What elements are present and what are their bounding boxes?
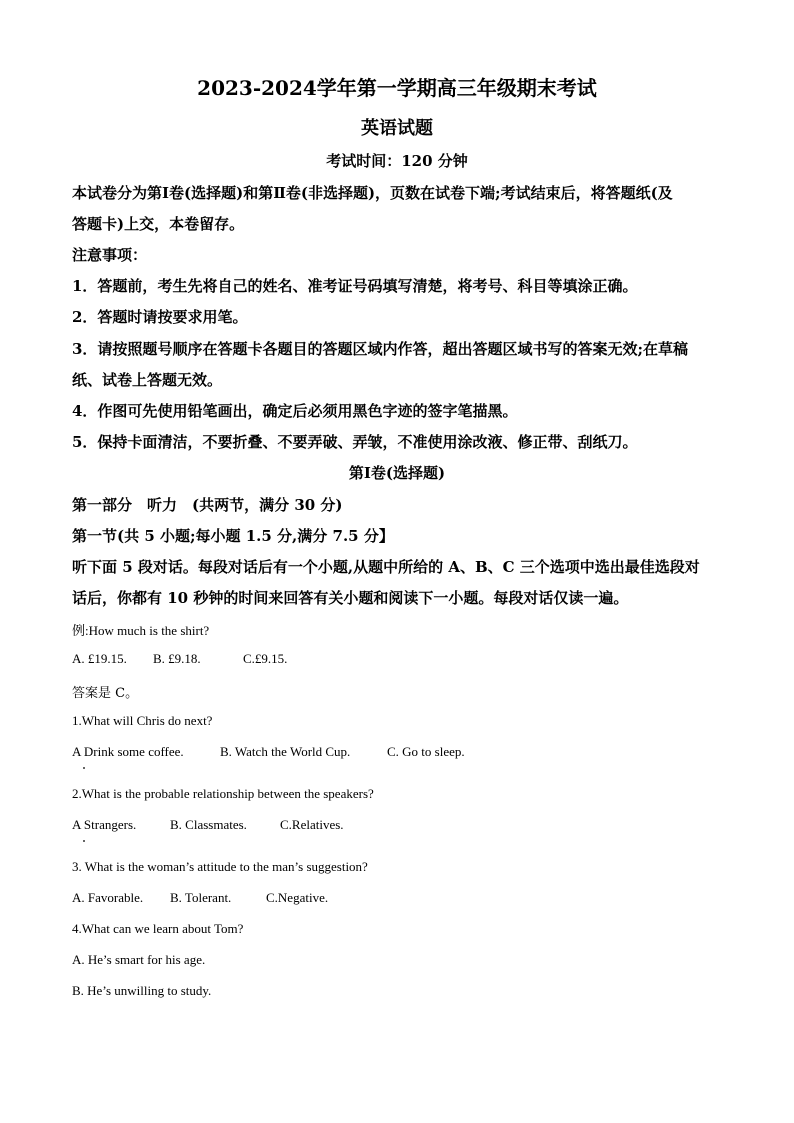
example-option-b: B. £9.18. xyxy=(153,651,201,666)
question-3-option-b: B. Tolerant. xyxy=(170,890,232,905)
question-1-stem: 1.What will Chris do next? xyxy=(72,713,213,728)
question-4-option-b: B. He’s unwilling to study. xyxy=(72,983,212,998)
section-heading: 第Ⅰ卷(选择题) xyxy=(348,464,446,482)
part-heading: 第一部分 听力 (共两节，满分 30 分) xyxy=(72,496,343,514)
note-3a: 3．请按照题号顺序在答题卡各题目的答题区域内作答，超出答题区域书写的答案无效;在草稿 xyxy=(72,340,688,358)
question-2-option-c: C.Relatives. xyxy=(280,817,344,832)
note-4: 4．作图可先使用铅笔画出，确定后必须用黑色字迹的签字笔描黑。 xyxy=(72,402,518,420)
notes-heading: 注意事项： xyxy=(72,246,148,264)
subsection-heading: 第一节(共 5 小题;每小题 1.5 分,满分 7.5 分】 xyxy=(72,527,394,545)
intro-line-1: 本试卷分为第Ⅰ卷(选择题)和第Ⅱ卷(非选择题)，页数在试卷下端;考试结束后，将答题纸(及 xyxy=(72,184,673,202)
question-2-option-a: A Strangers. xyxy=(72,817,137,832)
exam-title: 2023-2024学年第一学期高三年级期末考试 xyxy=(197,76,597,100)
example-answer: 答案是 C。 xyxy=(72,686,139,701)
note-2: 2．答题时请按要求用笔。 xyxy=(72,308,248,326)
question-3-option-c: C.Negative. xyxy=(266,890,329,905)
intro-line-2: 答题卡)上交，本卷留存。 xyxy=(72,215,245,233)
question-1-option-b: B. Watch the World Cup. xyxy=(220,744,351,759)
question-1-option-a: A Drink some coffee. xyxy=(72,744,184,759)
question-2-stem: 2.What is the probable relationship between the speakers? xyxy=(72,786,374,801)
directions-line-1: 听下面 5 段对话。每段对话后有一个小题,从题中所给的 A、B、C 三个选项中选出最佳选段对 xyxy=(72,558,700,576)
example-option-c: C.£9.15. xyxy=(243,651,288,666)
question-4-stem: 4.What can we learn about Tom? xyxy=(72,921,244,936)
example-option-a: A. £19.15. xyxy=(72,651,127,666)
stray-dot xyxy=(83,767,85,769)
subject-title: 英语试题 xyxy=(361,118,433,139)
question-3-option-a: A. Favorable. xyxy=(72,890,144,905)
directions-line-2: 话后，你都有 10 秒钟的时间来回答有关小题和阅读下一小题。每段对话仅读一遍。 xyxy=(72,589,629,607)
exam-time: 考试时间：120 分钟 xyxy=(326,152,468,170)
stray-dot xyxy=(83,840,85,842)
question-3-stem: 3. What is the woman’s attitude to the man’s suggestion? xyxy=(72,859,368,874)
note-5: 5．保持卡面清洁，不要折叠、不要弄破、弄皱，不准使用涂改液、修正带、刮纸刀。 xyxy=(72,433,638,451)
note-1: 1．答题前，考生先将自己的姓名、准考证号码填写清楚，将考号、科目等填涂正确。 xyxy=(72,277,638,295)
question-1-option-c: C. Go to sleep. xyxy=(387,744,465,759)
question-2-option-b: B. Classmates. xyxy=(170,817,247,832)
question-4-option-a: A. He’s smart for his age. xyxy=(72,952,206,967)
note-3b: 纸、试卷上答题无效。 xyxy=(72,371,223,389)
example-question: 例:How much is the shirt? xyxy=(72,623,210,638)
